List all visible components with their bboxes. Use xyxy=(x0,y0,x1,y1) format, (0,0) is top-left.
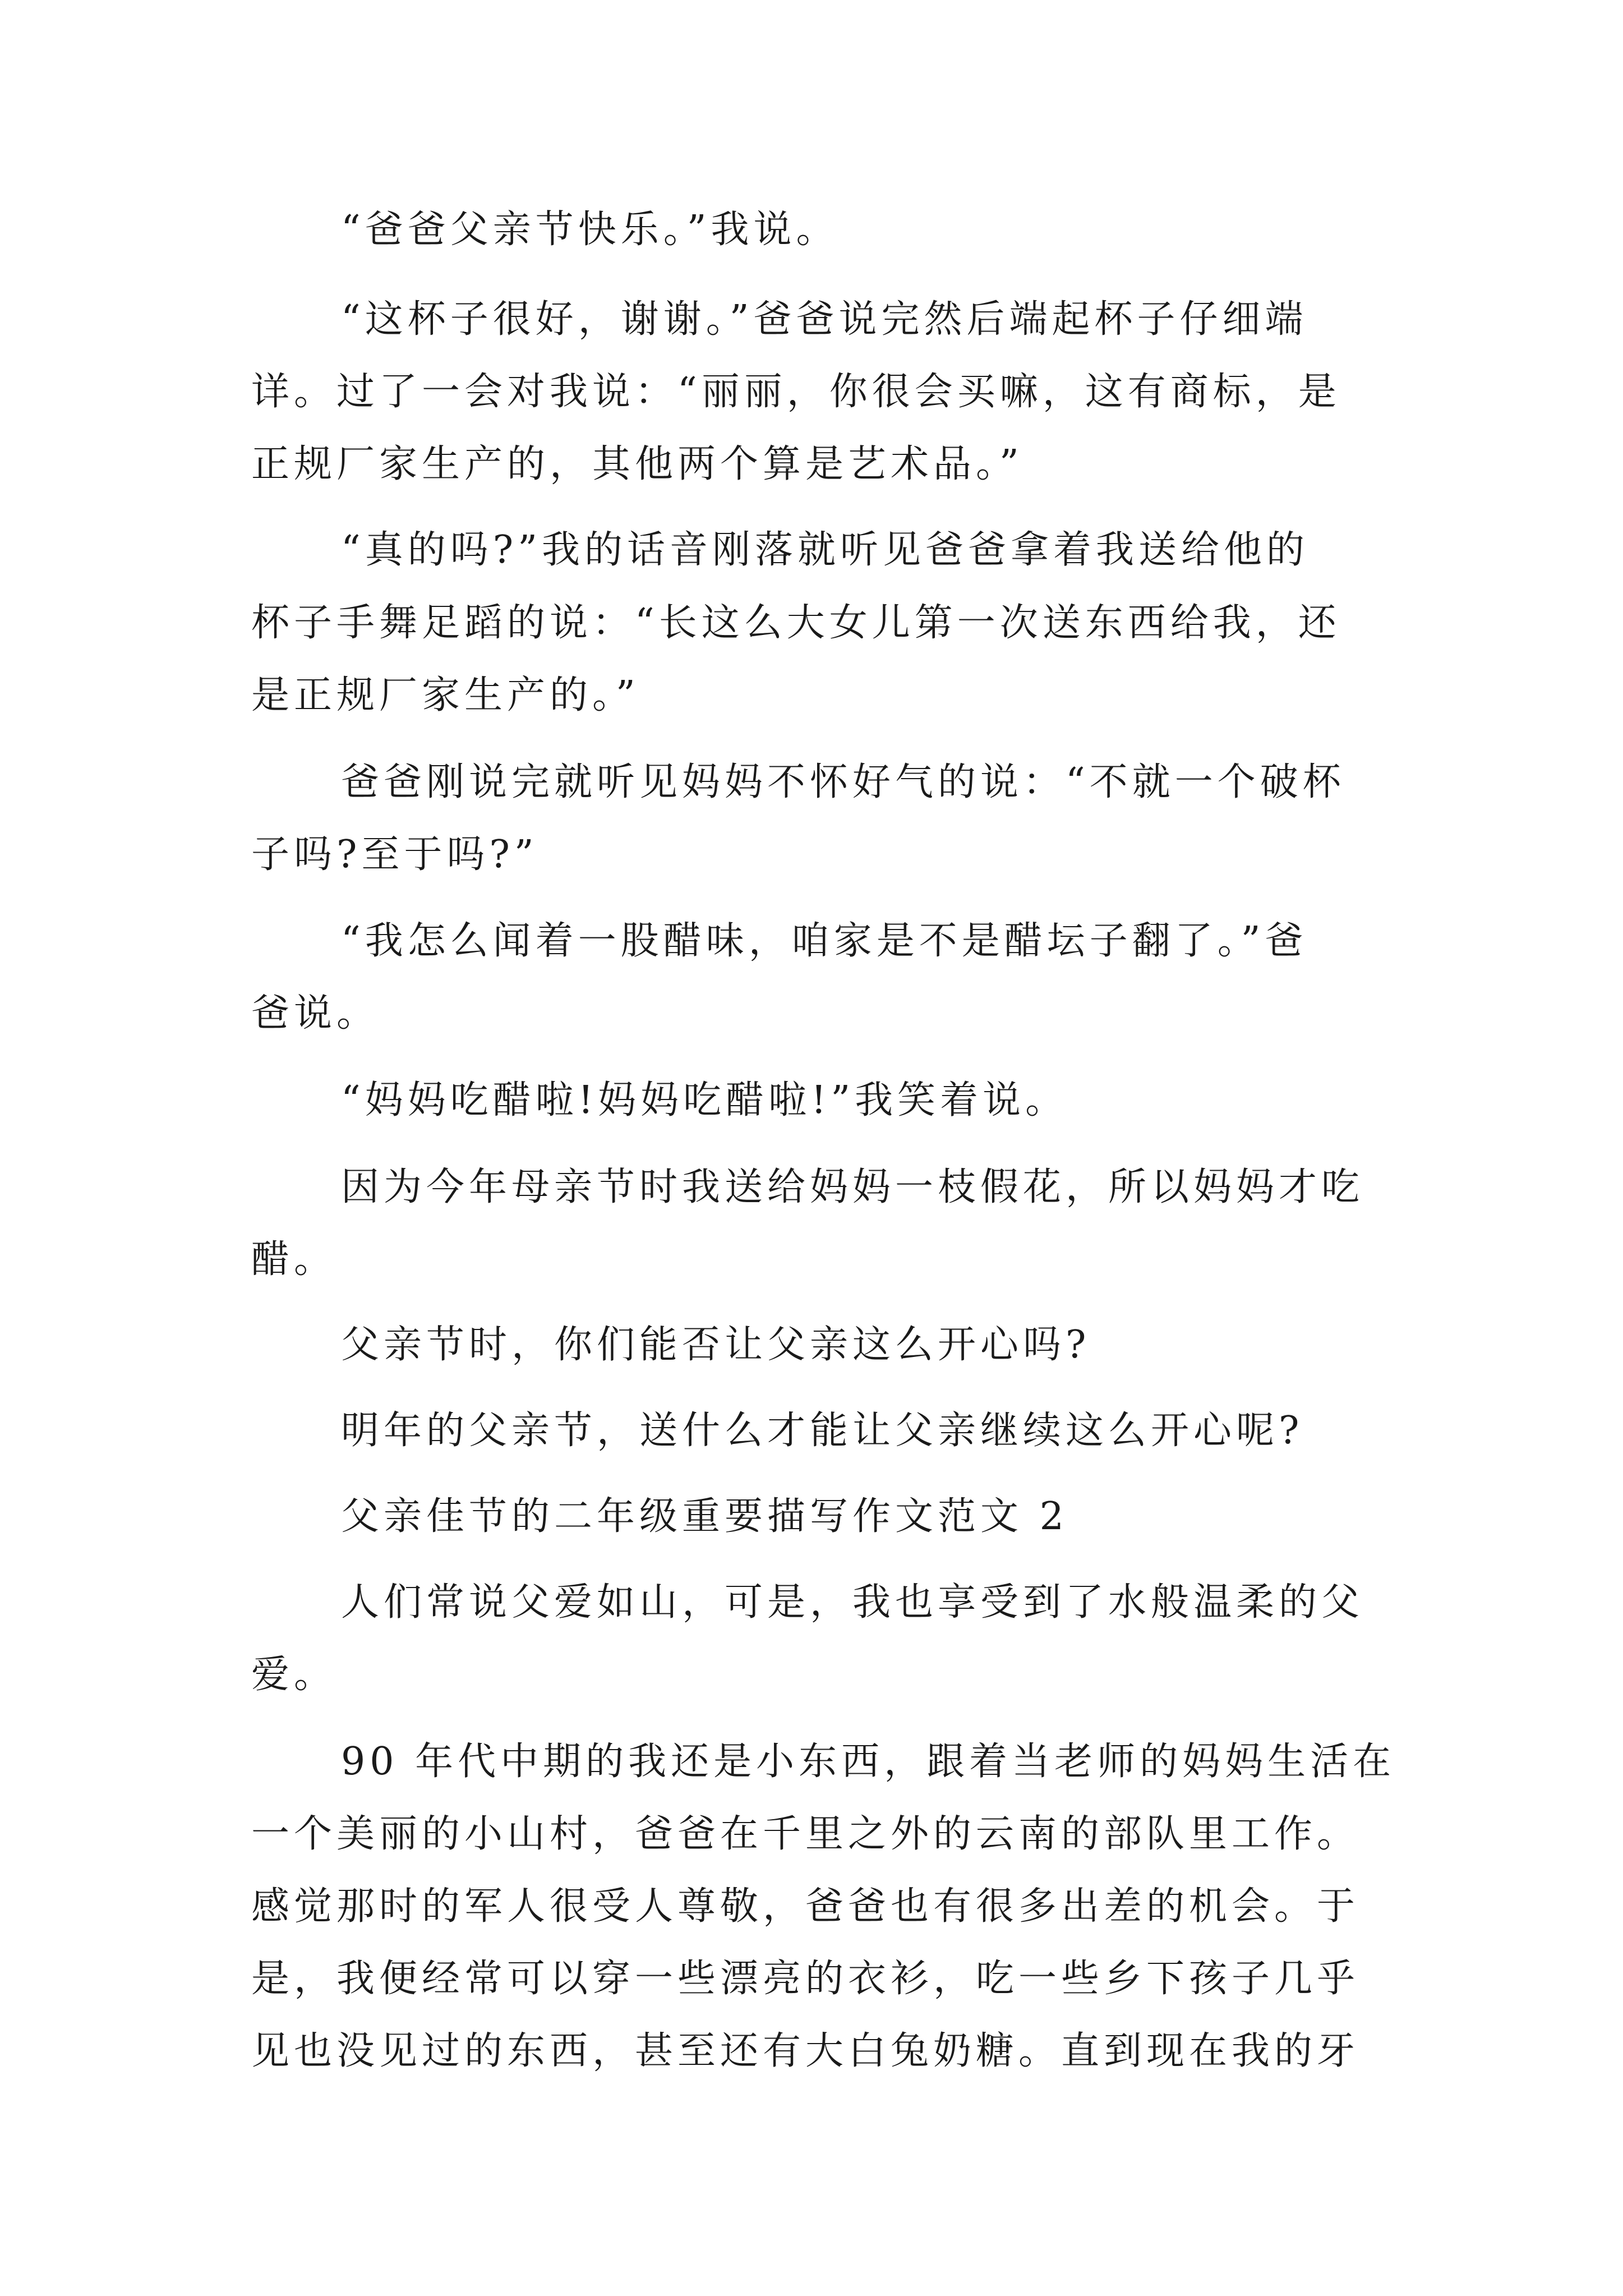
text-line: “真的吗?”我的话音刚落就听见爸爸拿着我送给他的 xyxy=(341,528,1309,572)
text-line: 人们常说父爱如山，可是，我也享受到了水般温柔的父 xyxy=(341,1580,1364,1625)
text-line: 是，我便经常可以穿一些漂亮的衣衫，吃一些乡下孩子几乎 xyxy=(251,1957,1360,2001)
text-line: 详。过了一会对我说：“丽丽，你很会买嘛，这有商标，是 xyxy=(251,370,1341,414)
text-line: 爸爸刚说完就听见妈妈不怀好气的说：“不就一个破杯 xyxy=(341,760,1345,804)
text-line: 明年的父亲节，送什么才能让父亲继续这么开心呢? xyxy=(341,1409,1304,1453)
text-line: 醋。 xyxy=(251,1237,337,1282)
text-line: 子吗?至于吗?” xyxy=(251,832,538,877)
text-line: 一个美丽的小山村，爸爸在千里之外的云南的部队里工作。 xyxy=(251,1812,1360,1856)
text-line: “我怎么闻着一股醋味，咱家是不是醋坛子翻了。”爸 xyxy=(341,919,1308,963)
text-line: 父亲节时，你们能否让父亲这么开心吗? xyxy=(341,1323,1091,1367)
text-line: 正规厂家生产的，其他两个算是艺术品。” xyxy=(251,442,1023,486)
text-line: 因为今年母亲节时我送给妈妈一枝假花，所以妈妈才吃 xyxy=(341,1165,1364,1209)
text-line: 爸说。 xyxy=(251,991,380,1036)
text-line: 见也没见过的东西，甚至还有大白兔奶糖。直到现在我的牙 xyxy=(251,2029,1360,2073)
text-line: 感觉那时的军人很受人尊敬，爸爸也有很多出差的机会。于 xyxy=(251,1884,1360,1929)
text-line: “这杯子很好，谢谢。”爸爸说完然后端起杯子仔细端 xyxy=(341,297,1308,342)
text-line: 杯子手舞足蹈的说：“长这么大女儿第一次送东西给我，还 xyxy=(251,601,1341,645)
text-line: 是正规厂家生产的。” xyxy=(251,673,640,717)
text-line: 90 年代中期的我还是小东西，跟着当老师的妈妈生活在 xyxy=(341,1740,1396,1784)
text-line: “爸爸父亲节快乐。”我说。 xyxy=(341,208,839,252)
text-line: 父亲佳节的二年级重要描写作文范文 2 xyxy=(341,1494,1068,1539)
text-line: 爱。 xyxy=(251,1653,337,1697)
text-line: “妈妈吃醋啦!妈妈吃醋啦!”我笑着说。 xyxy=(341,1078,1068,1122)
